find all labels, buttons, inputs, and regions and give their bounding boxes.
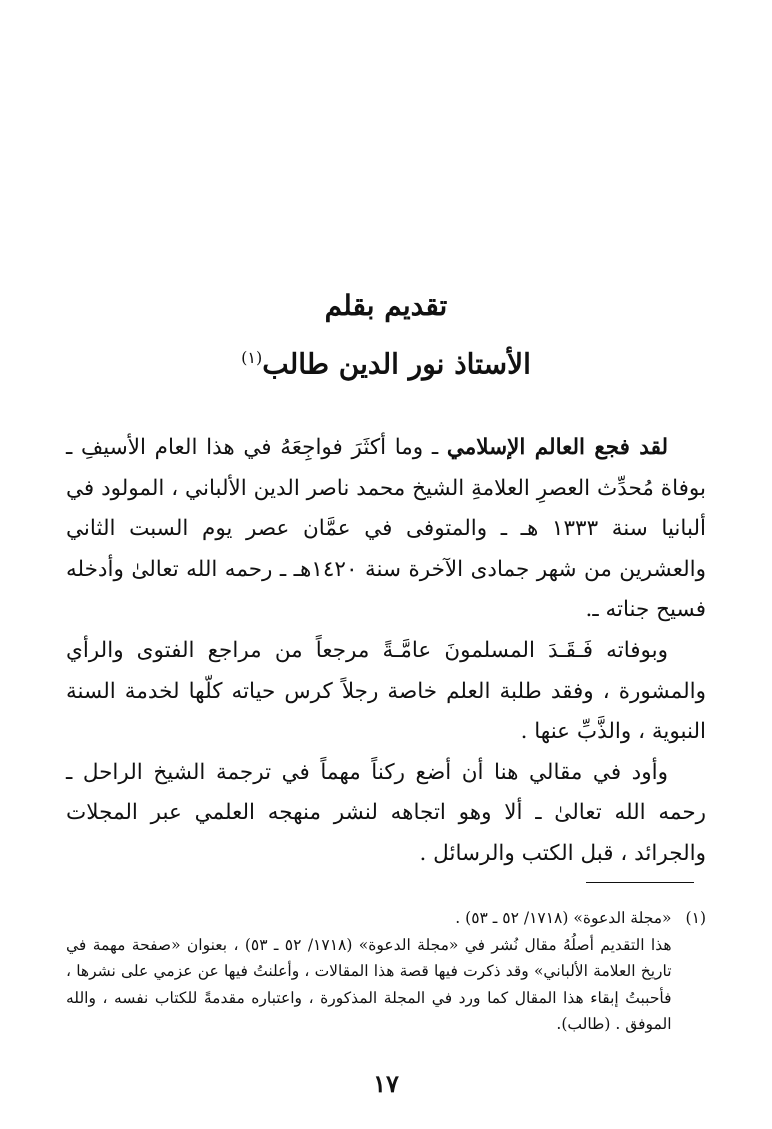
heading-author xyxy=(0,332,772,390)
paragraph-3: وأود في مقالي هنا أن أضع ركناً مهماً في ترجمة الشيخ الراحل ـ رحمه الله تعالىٰ ـ ألا وهو اتجاهه لنشر منهجه العلمي عبر المجلات والجرائد ، قبل الكتب والرسائل . xyxy=(66,759,706,866)
footnote-separator xyxy=(586,882,694,883)
paragraph-1-lead: لقد فجع العالم الإسلامي xyxy=(446,435,668,460)
page-number: ١٧ xyxy=(373,1069,399,1098)
footnote-1 xyxy=(66,905,706,1038)
footnotes xyxy=(66,905,706,1038)
body-text xyxy=(66,428,706,875)
heading-block xyxy=(0,280,772,390)
footnote-text: هذا التقديم أصلُهُ مقال نُشر في «مجلة الدعوة» (١٧١٨/ ٥٢ ـ ٥٣) ، بعنوان «صفحة مهمة في تاريخ العلامة الألباني» وقد ذكرت فيها قصة هذا المقالات ، وأعلنتُ فيها عن عزمي على نشرها ، فأحببتُ إبقاء هذا المقال كما ورد في المجلة المذكورة ، واعتباره مقدمةً للكتاب نفسه ، والله الموفق . (طالب). xyxy=(66,935,672,1034)
footnote-source: «مجلة الدعوة» (١٧١٨/ ٥٢ ـ ٥٣) . xyxy=(455,909,672,927)
paragraph-1-text: ـ وما أكثَرَ فواجِعَهُ في هذا العام الأسيفِ ـ بوفاة مُحدِّث العصرِ العلامةِ الشيخ محمد ناصر الدين الألباني ، المولود في ألبانيا سنة ١٣٣٣ هـ ـ والمتوفى في عمَّان عصر يوم السبت الثاني والعشرين من شهر جمادى الآخرة سنة ١٤٢٠هـ ـ رحمه الله تعالىٰ وأدخله فسيح جناته ـ. xyxy=(66,435,706,623)
footnote-body xyxy=(66,905,672,1038)
author-name: الأستاذ نور الدين طالب xyxy=(262,347,531,381)
footnote-reference: (١) xyxy=(241,348,263,367)
footnote-marker: (١) xyxy=(685,909,706,927)
heading-title: تقديم بقلم xyxy=(324,289,448,322)
paragraph-1 xyxy=(66,428,706,631)
paragraph-2: وبوفاته فَـقَـدَ المسلمونَ عامَّـةً مرجعاً من مراجع الفتوى والرأي والمشورة ، وفقد طلبة العلم خاصة رجلاً كرس حياته كلّها لخدمة السنة النبوية ، والذَّبِّ عنها . xyxy=(66,637,706,745)
